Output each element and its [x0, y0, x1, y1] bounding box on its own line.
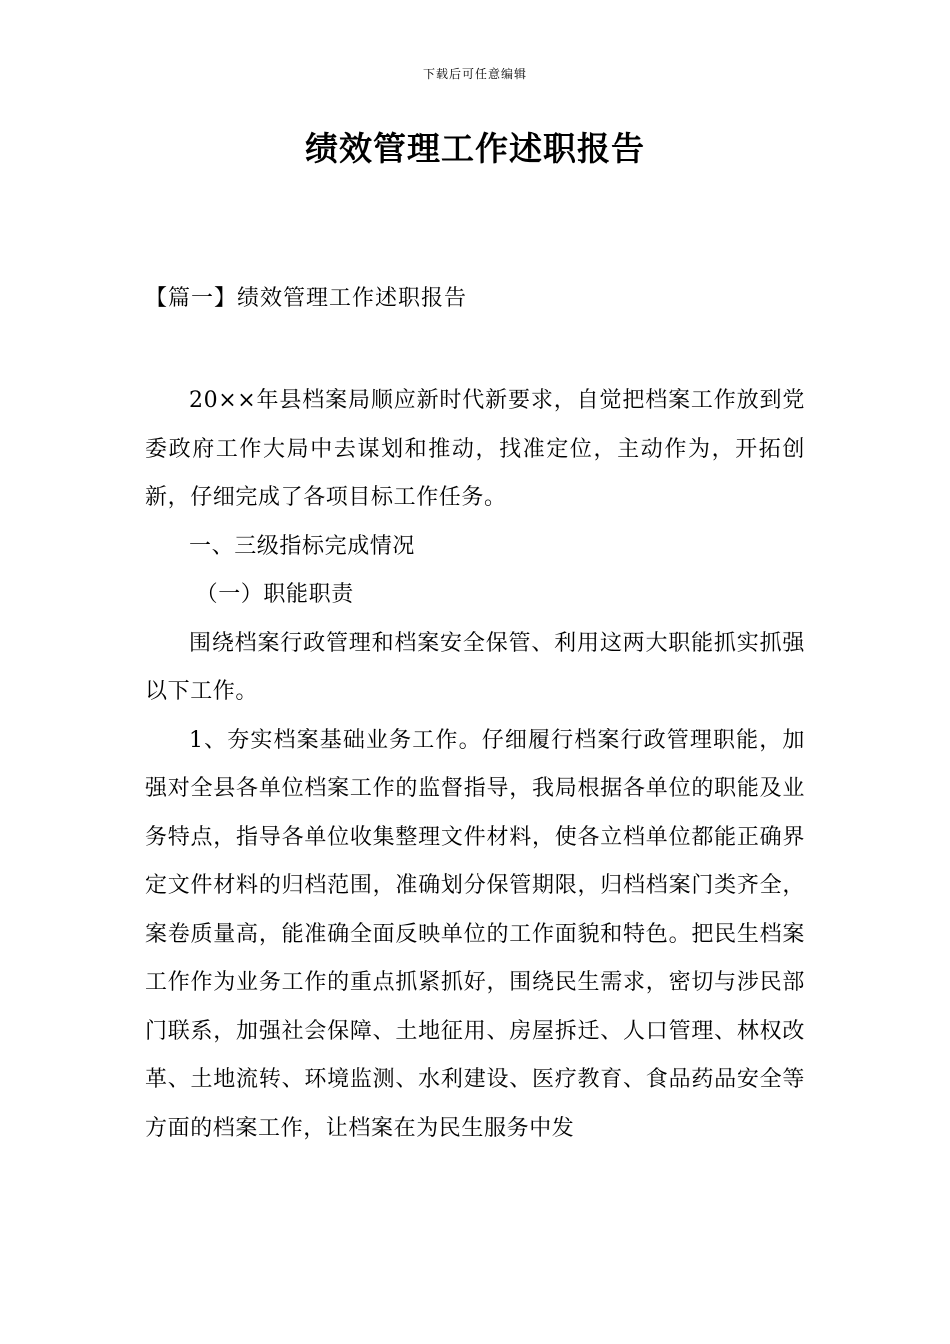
- header-note: 下载后可任意编辑: [422, 67, 527, 81]
- heading-level-2: （一）职能职责: [195, 582, 354, 607]
- intro-paragraph: 20××年县档案局顺应新时代新要求，自觉把档案工作放到党委政府工作大局中去谋划和推动，找准定位，主动作为，开拓创新，仔细完成了各项目标工作任务。: [145, 388, 805, 510]
- body-paragraph: 1、夯实档案基础业务工作。仔细履行档案行政管理职能，加强对全县各单位档案工作的监督指导，我局根据各单位的职能及业务特点，指导各单位收集整理文件材料，使各立档单位都能正确界定文件材料的归档范围，准确划分保管期限，归档档案门类齐全，案卷质量高，能准确全面反映单位的工作面貌和特色。把民生档案工作作为业务工作的重点抓紧抓好，围绕民生需求，密切与涉民部门联系，加强社会保障、土地征用、房屋拆迁、人口管理、林权改革、土地流转、环境监测、水利建设、医疗教育、食品药品安全等方面的档案工作，让档案在为民生服务中发: [145, 727, 805, 1141]
- document-title: 绩效管理工作述职报告: [305, 129, 645, 168]
- document-body: [145, 377, 805, 1153]
- heading-level-1: 一、三级指标完成情况: [189, 533, 416, 559]
- body-paragraph: 围绕档案行政管理和档案安全保管、利用这两大职能抓实抓强以下工作。: [145, 630, 805, 704]
- section-heading: 【篇一】绩效管理工作述职报告: [145, 286, 468, 311]
